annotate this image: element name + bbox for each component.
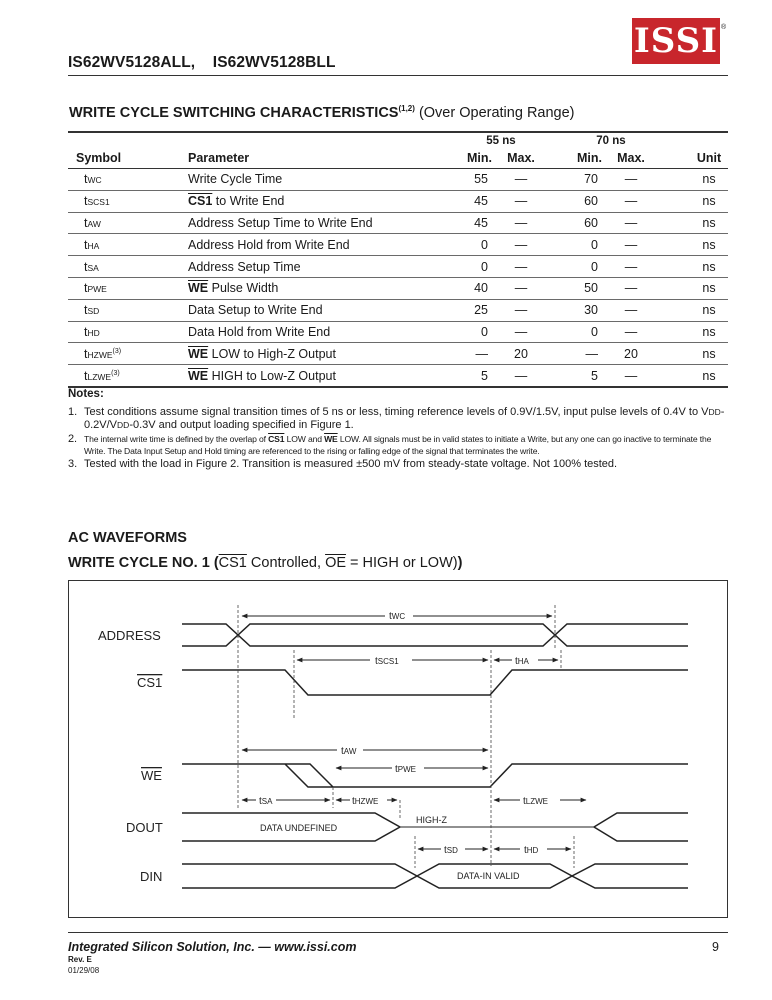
- footer-date: 01/29/08: [68, 966, 100, 975]
- cell-min-70: 60: [550, 212, 602, 234]
- cell-symbol: tSD: [68, 299, 188, 321]
- section-title-sup: (1,2): [398, 104, 415, 113]
- cell-max-70: —: [602, 299, 660, 321]
- cell-parameter: Address Setup Time: [188, 256, 440, 278]
- note-2-text-a: The internal write time is defined by the overlap of: [84, 434, 269, 444]
- ac-waveforms-title: AC WAVEFORMS: [68, 530, 187, 546]
- write-cycle-oe: $\overline{OE}$: [325, 555, 347, 571]
- cell-parameter: Write Cycle Time: [188, 169, 440, 191]
- note-1-number: 1.: [68, 406, 78, 418]
- notes-title: Notes:: [68, 388, 104, 400]
- cell-unit: ns: [660, 234, 728, 256]
- group-55ns: 55 ns: [440, 132, 550, 148]
- cell-unit: ns: [660, 365, 728, 387]
- label-tsd: tSD: [444, 845, 458, 856]
- cell-min-55: 0: [440, 234, 492, 256]
- cell-max-55: —: [492, 299, 550, 321]
- cell-unit: ns: [660, 169, 728, 191]
- cell-min-55: 45: [440, 190, 492, 212]
- cell-max-70: —: [602, 277, 660, 299]
- cell-unit: ns: [660, 321, 728, 343]
- signal-din: DIN: [140, 869, 163, 884]
- write-cycle-title: WRITE CYCLE NO. 1 (CS1 Controlled, $\overline{OE}$ = HIGH or LOW)): [68, 555, 463, 571]
- cell-parameter: $\overline{WE}$ LOW to High-Z Output: [188, 343, 440, 365]
- cell-symbol: tHA: [68, 234, 188, 256]
- cell-min-55: 55: [440, 169, 492, 191]
- col-max-70: Max.: [602, 148, 660, 169]
- cell-symbol: tPWE: [68, 277, 188, 299]
- section-subtitle: (Over Operating Range): [418, 104, 575, 121]
- col-min-55: Min.: [440, 148, 492, 169]
- cell-max-55: —: [492, 234, 550, 256]
- label-tscs1: tSCS1: [375, 656, 399, 667]
- label-taw: tAW: [341, 746, 357, 757]
- text-data-in-valid: DATA-IN VALID: [457, 871, 520, 881]
- cell-symbol: tAW: [68, 212, 188, 234]
- cell-max-70: —: [602, 169, 660, 191]
- cell-max-70: —: [602, 365, 660, 387]
- we-waveform: [182, 764, 688, 787]
- page-number: 9: [712, 940, 719, 954]
- cell-unit: ns: [660, 190, 728, 212]
- cell-max-70: —: [602, 234, 660, 256]
- cell-max-55: —: [492, 212, 550, 234]
- cell-min-70: —: [550, 343, 602, 365]
- cell-unit: ns: [660, 299, 728, 321]
- cell-min-70: 60: [550, 190, 602, 212]
- cell-min-55: 40: [440, 277, 492, 299]
- cell-parameter: Address Hold from Write End: [188, 234, 440, 256]
- cell-unit: ns: [660, 212, 728, 234]
- label-tpwe: tPWE: [395, 764, 417, 775]
- cell-max-55: 20: [492, 343, 550, 365]
- cell-min-55: —: [440, 343, 492, 365]
- signal-we: WE: [141, 768, 162, 783]
- note-1-sub-dd: DD: [708, 407, 721, 417]
- cell-parameter: CS1 to Write End: [188, 190, 440, 212]
- cell-min-70: 0: [550, 321, 602, 343]
- note-2-we: $\overline{WE}$: [324, 434, 338, 444]
- write-cycle-title-b: Controlled,: [246, 555, 326, 571]
- note-2-text-b: LOW and: [284, 434, 325, 444]
- cell-min-70: 70: [550, 169, 602, 191]
- label-thzwe: tHZWE: [352, 796, 379, 807]
- cell-parameter: $\overline{WE}$ HIGH to Low-Z Output: [188, 365, 440, 387]
- col-min-70: Min.: [550, 148, 602, 169]
- cell-symbol: tHD: [68, 321, 188, 343]
- note-3-number: 3.: [68, 458, 78, 470]
- cell-min-70: 0: [550, 234, 602, 256]
- dout-waveform-right: [594, 813, 688, 841]
- col-unit: Unit: [660, 148, 728, 169]
- cell-max-55: —: [492, 190, 550, 212]
- note-1-text-e: -0.3V and output loading specified in Figure 1.: [129, 419, 354, 431]
- cell-min-55: 5: [440, 365, 492, 387]
- cell-max-55: —: [492, 321, 550, 343]
- label-thd: tHD: [524, 845, 539, 856]
- cell-max-55: —: [492, 277, 550, 299]
- cell-unit: ns: [660, 343, 728, 365]
- cell-max-70: —: [602, 321, 660, 343]
- col-max-55: Max.: [492, 148, 550, 169]
- group-70ns: 70 ns: [550, 132, 660, 148]
- cell-max-55: —: [492, 169, 550, 191]
- footer-company: Integrated Silicon Solution, Inc. — www.issi.com: [68, 940, 357, 954]
- cell-min-55: 0: [440, 321, 492, 343]
- cell-max-70: 20: [602, 343, 660, 365]
- cell-symbol: tWC: [68, 169, 188, 191]
- signal-dout: DOUT: [126, 820, 163, 835]
- cell-min-70: 30: [550, 299, 602, 321]
- cell-max-55: —: [492, 256, 550, 278]
- section-title-text: WRITE CYCLE SWITCHING CHARACTERISTICS: [69, 104, 399, 121]
- signal-address: ADDRESS: [98, 628, 161, 643]
- label-tsa: tSA: [259, 796, 273, 807]
- note-3-text: Tested with the load in Figure 2. Transition is measured ±500 mV from steady-state voltage. Not 100% tested.: [84, 458, 618, 470]
- cell-min-55: 25: [440, 299, 492, 321]
- cell-symbol: tLZWE$^{(3)}$: [68, 365, 188, 387]
- cell-min-70: 0: [550, 256, 602, 278]
- write-cycle-title-c: = HIGH or LOW): [346, 555, 458, 571]
- cell-max-70: —: [602, 190, 660, 212]
- text-high-z: HIGH-Z: [416, 815, 447, 825]
- cell-min-70: 5: [550, 365, 602, 387]
- cell-parameter: $\overline{WE}$ Pulse Width: [188, 277, 440, 299]
- cell-min-55: 0: [440, 256, 492, 278]
- din-waveform: [182, 864, 688, 888]
- label-tha: tHA: [515, 656, 529, 667]
- write-cycle-title-a: WRITE CYCLE NO. 1 (: [68, 555, 219, 571]
- cell-unit: ns: [660, 277, 728, 299]
- footer-rule: [68, 932, 728, 933]
- cell-symbol: tSA: [68, 256, 188, 278]
- write-cycle-cs1: CS1: [218, 555, 247, 571]
- note-1-sub-dd-2: DD: [117, 420, 130, 430]
- cell-parameter: Data Setup to Write End: [188, 299, 440, 321]
- col-symbol: Symbol: [68, 148, 188, 169]
- cs1-waveform: [182, 670, 688, 695]
- cell-max-70: —: [602, 256, 660, 278]
- signal-cs1: CS1: [137, 675, 163, 690]
- logo-text: ISSI: [633, 21, 719, 61]
- address-waveform: [182, 624, 688, 646]
- cell-parameter: Address Setup Time to Write End: [188, 212, 440, 234]
- note-2-number: 2.: [68, 433, 77, 445]
- cell-symbol: tSCS1: [68, 190, 188, 212]
- cell-unit: ns: [660, 256, 728, 278]
- cell-max-55: —: [492, 365, 550, 387]
- registered-mark: ®: [721, 24, 727, 31]
- label-twc: tWC: [389, 611, 406, 622]
- note-2-text-c: LOW. All signals must be in valid states to initiate a Write, but any one can go inactive to terminate the Write. The Data Input Setup and Hold timing are referenced to the rising or falling edge of the signal that terminates the write.: [84, 434, 712, 456]
- cell-min-70: 50: [550, 277, 602, 299]
- cell-parameter: Data Hold from Write End: [188, 321, 440, 343]
- note-1-text-a: Test conditions assume signal transition times of 5 ns or less, timing reference levels of 0.9V/1.5V, input pulse levels of 0.4V to V: [84, 406, 709, 418]
- cell-max-70: —: [602, 212, 660, 234]
- cell-min-55: 45: [440, 212, 492, 234]
- page-header-title: IS62WV5128ALL, IS62WV5128BLL: [68, 54, 336, 71]
- note-2-cs1: CS1: [268, 434, 285, 444]
- note-1-text-c: -0.2V/V: [84, 406, 725, 431]
- text-data-undefined: DATA UNDEFINED: [260, 823, 338, 833]
- col-parameter: Parameter: [188, 148, 440, 169]
- cell-symbol: tHZWE$^{(3)}$: [68, 343, 188, 365]
- label-tlzwe: tLZWE: [523, 796, 549, 807]
- footer-revision: Rev. E: [68, 955, 92, 964]
